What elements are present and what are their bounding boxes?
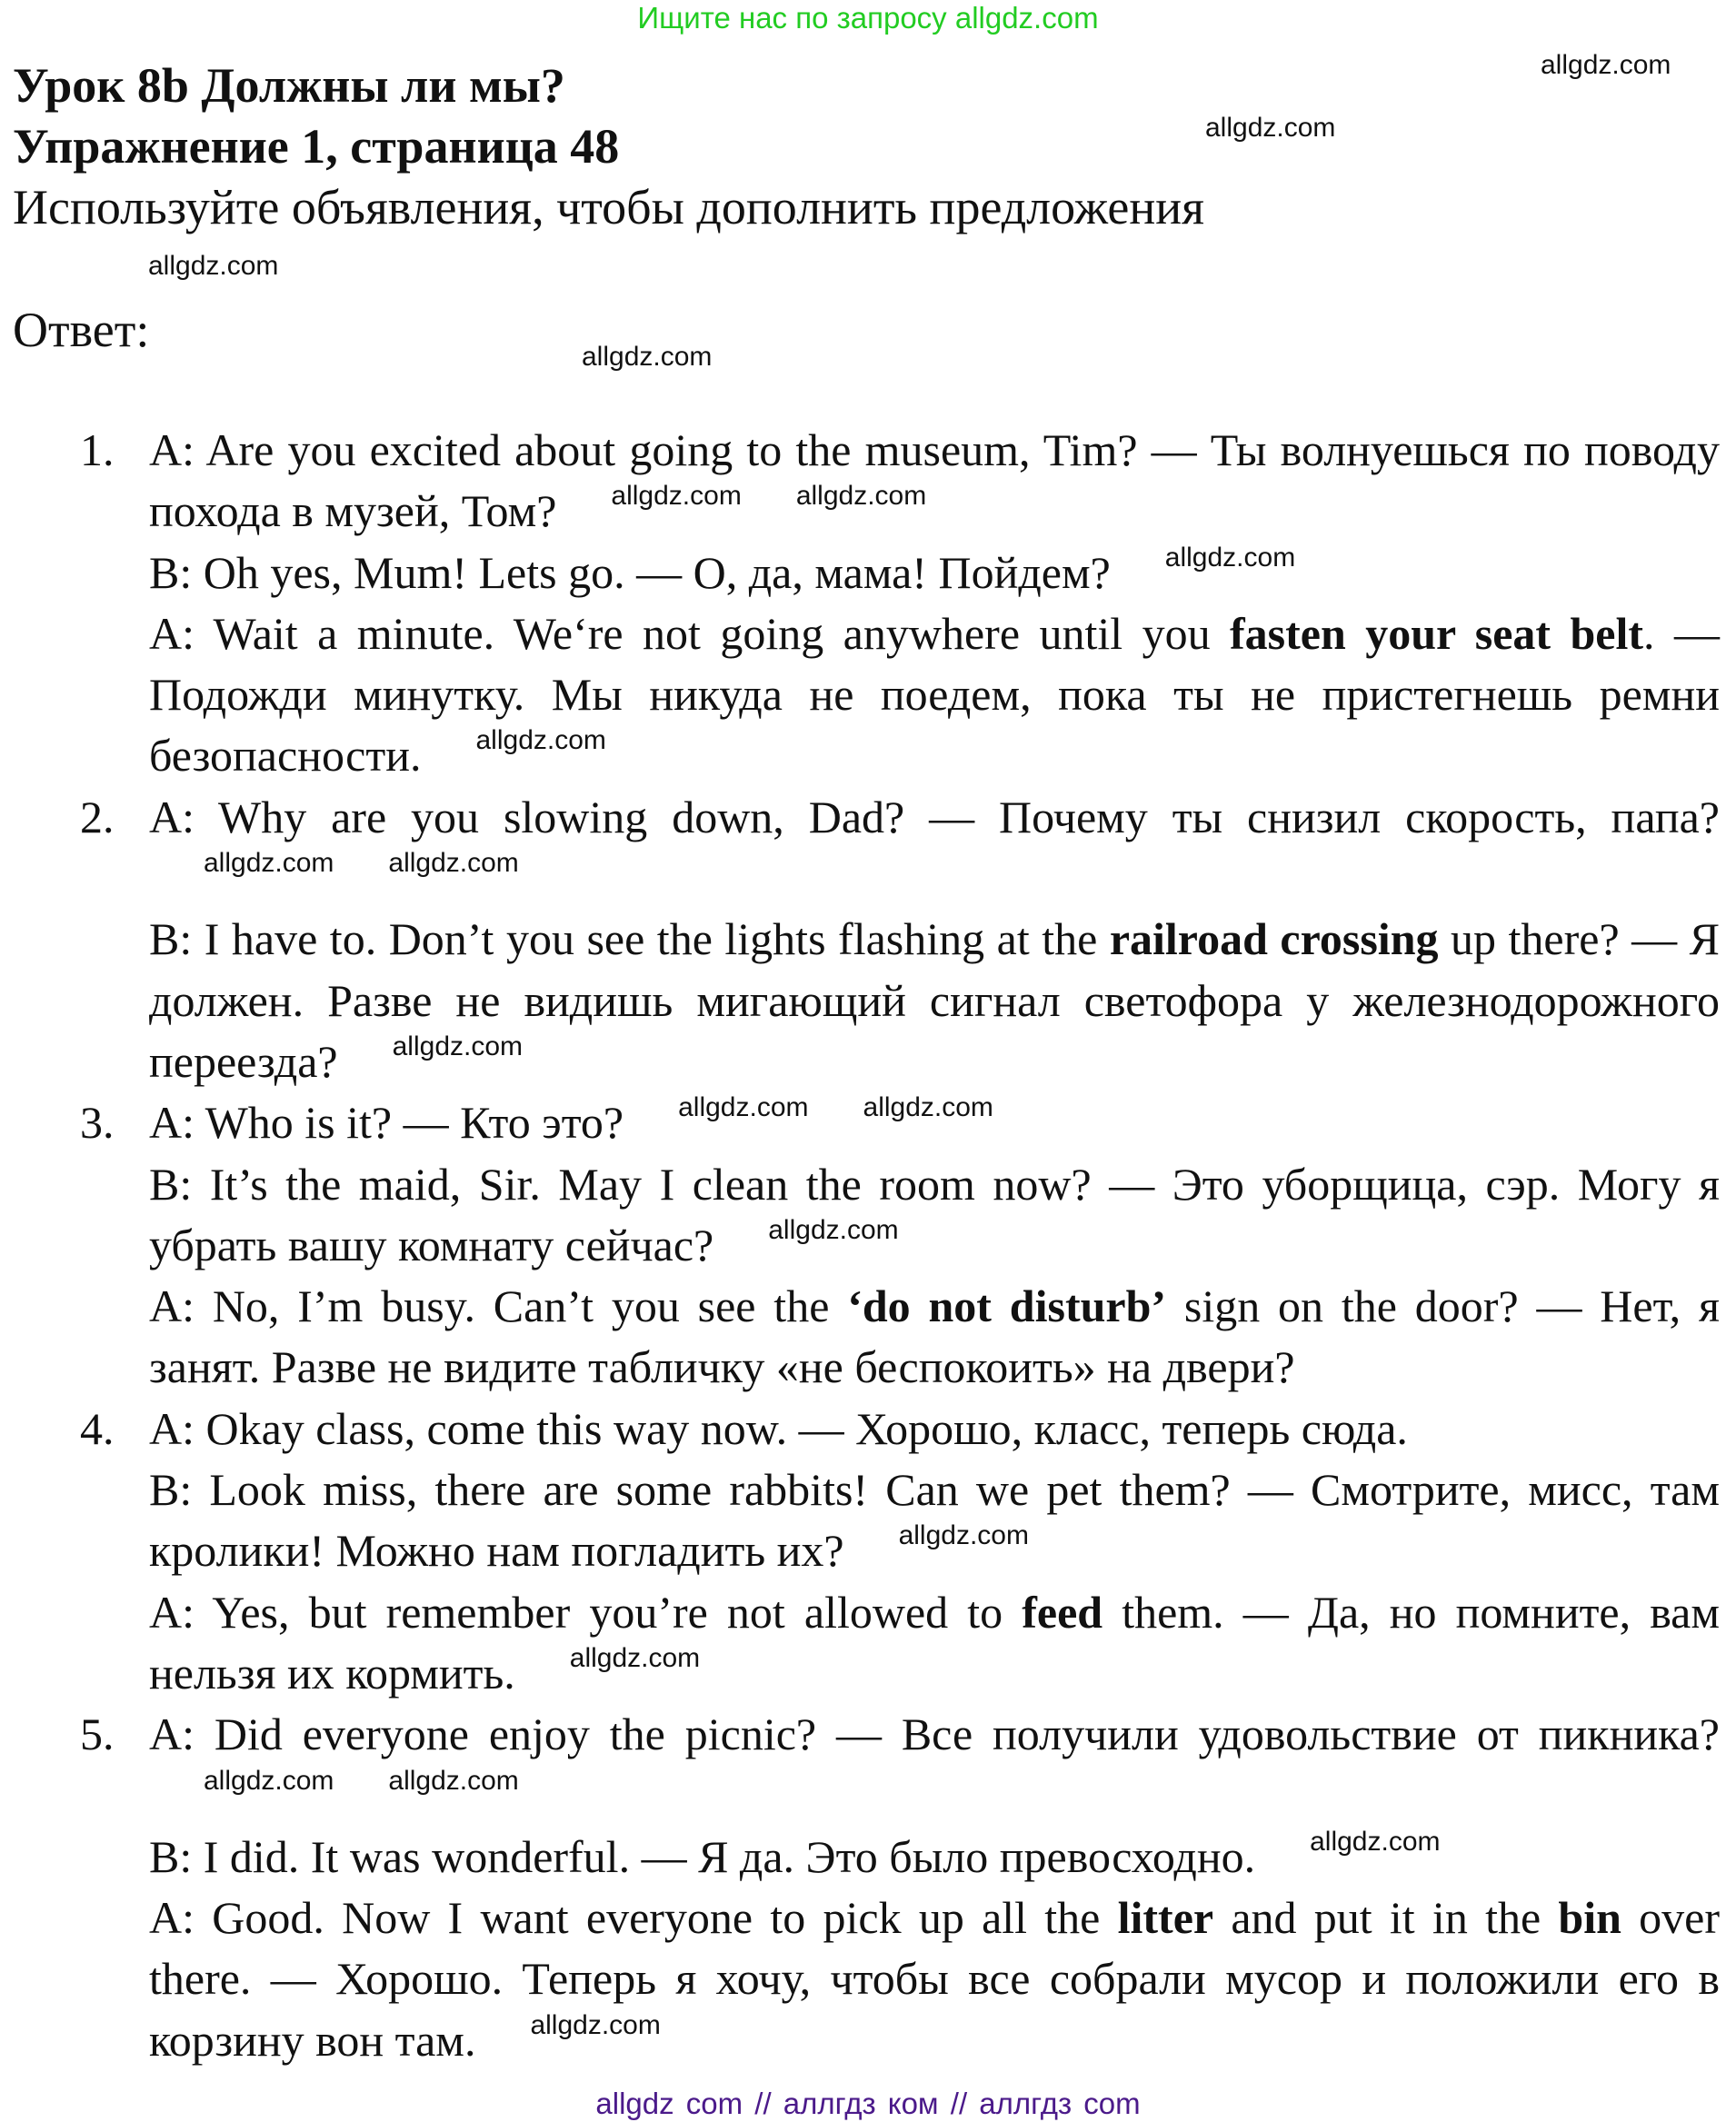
watermark: allgdz.com bbox=[768, 1214, 899, 1245]
item-number: 2. bbox=[80, 791, 115, 842]
watermark: allgdz.com bbox=[569, 1642, 701, 1673]
dialogue-text: A: Wait a minute. We‘re not going anywhere until you bbox=[149, 607, 1231, 659]
dialogue-text: sign on the door? — Нет, я занят. Разве не видите табличку «не беспокоить» на двери? bbox=[149, 1280, 1720, 1393]
watermark: allgdz.com bbox=[611, 481, 742, 512]
dialogue-text: A: Yes, but remember you’re not allowed to bbox=[149, 1586, 1023, 1638]
dialogue-text: them. — Да, но помните, вам нельзя их кормить. bbox=[149, 1586, 1720, 1699]
answer-phrase: bin bbox=[1558, 1892, 1621, 1944]
instruction: Используйте объявления, чтобы дополнить предложения bbox=[13, 180, 1204, 234]
watermark: allgdz.com bbox=[530, 2009, 661, 2040]
lesson-title: Урок 8b Должны ли мы? bbox=[13, 58, 565, 113]
watermark: allgdz.com bbox=[582, 342, 713, 372]
list-item bbox=[0, 1704, 1720, 2071]
dialogue-text: and put it in the bbox=[1213, 1892, 1559, 1944]
dialogue-text: B: It’s the maid, Sir. May I clean the room now? — Это уборщица, сэр. Могу я убрать вашу комнату сейчас? bbox=[149, 1158, 1720, 1270]
dialogue-text: A: Why are you slowing down, Dad? — Почему ты снизил скорость, папа? bbox=[149, 791, 1720, 842]
watermark: allgdz.com bbox=[388, 848, 519, 879]
dialogue-line bbox=[149, 543, 1720, 603]
dialogue-text: A: Who is it? — Кто это? bbox=[149, 1097, 624, 1149]
answer-phrase: fasten your seat belt bbox=[1230, 607, 1644, 659]
dialogue-line bbox=[149, 603, 1720, 787]
watermark: allgdz.com bbox=[863, 1092, 993, 1123]
item-number: 1. bbox=[80, 424, 115, 475]
list-item bbox=[0, 1092, 1720, 1398]
list-item bbox=[0, 787, 1720, 1092]
dialogue-text: B: Look miss, there are some rabbits! Can we pet them? — Смотрите, мисс, там кролики! Можно нам погладить их? bbox=[149, 1464, 1720, 1577]
watermark: allgdz.com bbox=[1541, 50, 1671, 80]
dialogue-text: A: Good. Now I want everyone to pick up all the bbox=[149, 1892, 1118, 1944]
dialogue-line bbox=[149, 1154, 1720, 1277]
exercise-title: Упражнение 1, страница 48 bbox=[13, 119, 620, 174]
item-number: 3. bbox=[80, 1097, 115, 1149]
list-item bbox=[0, 420, 1720, 787]
answer-phrase: litter bbox=[1117, 1892, 1214, 1944]
answer-list bbox=[0, 420, 1720, 2071]
dialogue-line bbox=[149, 1888, 1720, 2071]
answer-label: Ответ: bbox=[13, 303, 150, 357]
dialogue-text: A: No, I’m busy. Can’t you see the bbox=[149, 1280, 848, 1332]
dialogue-text: up there? — Я должен. Разве не видишь мигающий сигнал светофора у железнодорожного переезда? bbox=[149, 913, 1721, 1087]
item-number: 5. bbox=[80, 1709, 115, 1760]
dialogue-line bbox=[149, 1399, 1720, 1459]
dialogue-line bbox=[149, 1092, 1720, 1153]
footer-watermark: allgdz com // аллгдз ком // аллгдз com bbox=[595, 2087, 1141, 2120]
dialogue-text: B: I have to. Don’t you see the lights flashing at the bbox=[149, 913, 1110, 965]
list-item bbox=[0, 1399, 1720, 1704]
dialogue-line bbox=[149, 1827, 1720, 1888]
dialogue-text: B: Oh yes, Mum! Lets go. — О, да, мама! Пойдем? bbox=[149, 546, 1111, 598]
answer-phrase: ‘do not disturb’ bbox=[847, 1280, 1167, 1332]
dialogue-text: . — Подожди минутку. Мы никуда не поедем, пока ты не пристегнешь ремни безопасности. bbox=[149, 607, 1720, 782]
dialogue-line bbox=[149, 787, 1720, 910]
watermark: allgdz.com bbox=[1164, 542, 1296, 573]
dialogue-line bbox=[149, 1704, 1720, 1827]
watermark: allgdz.com bbox=[678, 1092, 809, 1123]
item-number: 4. bbox=[80, 1402, 115, 1454]
dialogue-line bbox=[149, 909, 1720, 1092]
watermark: allgdz.com bbox=[148, 251, 279, 281]
dialogue-line bbox=[149, 1582, 1720, 1705]
dialogue-line bbox=[149, 420, 1720, 543]
search-banner: Ищите нас по запросу allgdz.com bbox=[637, 1, 1099, 35]
watermark: allgdz.com bbox=[204, 848, 334, 879]
watermark: allgdz.com bbox=[1205, 113, 1336, 143]
dialogue-text: A: Did everyone enjoy the picnic? — Все получили удовольствие от пикника? bbox=[149, 1709, 1720, 1760]
dialogue-line bbox=[149, 1459, 1720, 1582]
dialogue-line bbox=[149, 1276, 1720, 1399]
watermark: allgdz.com bbox=[204, 1765, 334, 1796]
watermark: allgdz.com bbox=[795, 481, 927, 512]
answer-phrase: feed bbox=[1022, 1586, 1103, 1638]
watermark: allgdz.com bbox=[1310, 1826, 1441, 1857]
dialogue-text: B: I did. It was wonderful. — Я да. Это было превосходно. bbox=[149, 1830, 1256, 1882]
dialogue-text: A: Okay class, come this way now. — Хорошо, класс, теперь сюда. bbox=[149, 1402, 1408, 1454]
answer-phrase: railroad crossing bbox=[1109, 913, 1439, 965]
watermark: allgdz.com bbox=[388, 1765, 519, 1796]
watermark: allgdz.com bbox=[392, 1031, 524, 1061]
dialogue-text: A: Are you excited about going to the museum, Tim? — Ты волнуешься по поводу похода в музей, Том? bbox=[149, 424, 1720, 537]
watermark: allgdz.com bbox=[898, 1520, 1029, 1551]
watermark: allgdz.com bbox=[475, 725, 606, 756]
dialogue-text: over there. — Хорошо. Теперь я хочу, чтобы все собрали мусор и положили его в корзину вон там. bbox=[149, 1892, 1721, 2066]
